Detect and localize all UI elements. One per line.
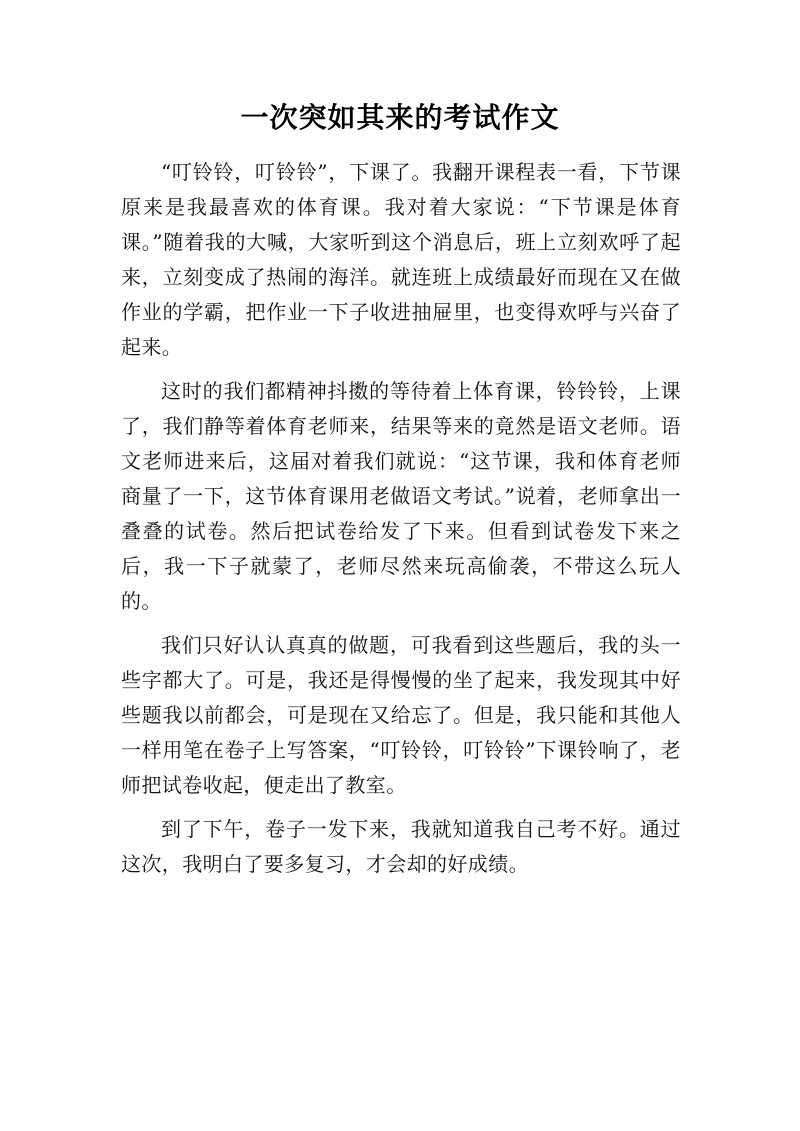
page-title: 一次突如其来的考试作文 [240, 101, 560, 134]
paragraph-4: 到了下午，卷子一发下来，我就知道我自己考不好。通过这次，我明白了要多复习，才会却的好成绩。 [121, 817, 681, 876]
paragraph-2: 这时的我们都精神抖擞的等待着上体育课，铃铃铃，上课了，我们静等着体育老师来，结果等来的竟然是语文老师。语文老师进来后，这届对着我们就说：“这节课，我和体育老师商量了一下，这节体育课用老做语文考试。”说着，老师拿出一叠叠的试卷。然后把试卷给发了下来。但看到试卷发下来之后，我一下子就蒙了，老师尽然来玩高偷袭，不带这么玩人的。 [121, 379, 681, 613]
essay-body [121, 155, 681, 891]
paragraph-1: “叮铃铃，叮铃铃”，下课了。我翻开课程表一看，下节课原来是我最喜欢的体育课。我对着大家说：“下节课是体育课。”随着我的大喊，大家听到这个消息后，班上立刻欢呼了起来，立刻变成了热闹的海洋。就连班上成绩最好而现在又在做作业的学霸，把作业一下子收进抽屉里，也变得欢呼与兴奋了起来。 [121, 160, 681, 359]
paragraph-3: 我们只好认认真真的做题，可我看到这些题后，我的头一些字都大了。可是，我还是得慢慢的坐了起来，我发现其中好些题我以前都会，可是现在又给忘了。但是，我只能和其他人一样用笔在卷子上写答案，“叮铃铃，叮铃铃”下课铃响了，老师把试卷收起，便走出了教室。 [121, 633, 681, 797]
